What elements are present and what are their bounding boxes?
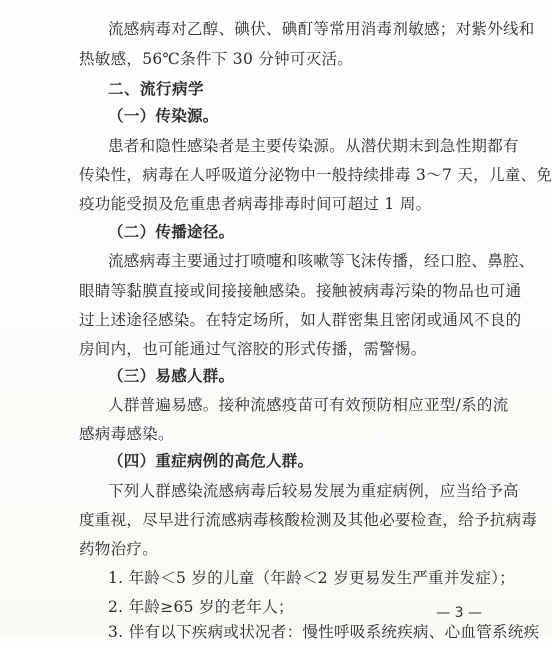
list-item: 1. 年龄＜5 岁的儿童（年龄＜2 岁更易发生严重并发症）； [108,569,516,587]
paragraph-line: 过上述途径感染。在特定场所，如人群密集且密闭或通风不良的 [79,311,522,329]
paragraph-line: 下列人群感染流感病毒后较易发展为重症病例，应当给予高 [108,482,519,500]
subsection-heading: （三）易感人群。 [108,366,235,385]
paragraph-line: 感病毒感染。 [79,425,174,443]
list-item: 2. 年龄≥65 岁的老年人； [108,598,294,616]
page-number: — 3 — [436,605,482,621]
paragraph-line: 流感病毒主要通过打喷嚏和咳嗽等飞沫传播，经口腔、鼻腔、 [108,252,535,270]
paragraph-line: 传染性，病毒在人呼吸道分泌物中一般持续排毒 3～7 天，儿童、免 [79,166,552,184]
paragraph-line: 热敏感，56℃条件下 30 分钟可灭活。 [79,50,354,68]
paragraph-line: 流感病毒对乙醇、碘伏、碘酊等常用消毒剂敏感；对紫外线和 [108,20,535,38]
section-heading: 二、流行病学 [108,80,205,98]
paragraph-line: 患者和隐性感染者是主要传染源。从潜伏期末到急性期都有 [108,137,519,155]
paragraph-line: 人群普遍易感。接种流感疫苗可有效预防相应亚型/系的流 [108,396,509,414]
paragraph-line: 度重视，尽早进行流感病毒核酸检测及其他必要检查，给予抗病毒 [79,511,538,529]
paragraph-line: 药物治疗。 [79,540,159,558]
subsection-heading: （一）传染源。 [108,106,219,125]
list-item: 3. 伴有以下疾病或状况者：慢性呼吸系统疾病、心血管系统疾 [108,623,540,641]
paragraph-line: 房间内，也可能通过气溶胶的形式传播，需警惕。 [79,340,427,358]
subsection-heading: （二）传播途径。 [108,222,235,241]
subsection-heading: （四）重症病例的高危人群。 [108,451,314,470]
paragraph-line: 疫功能受损及危重患者病毒排毒时间可超过 1 周。 [79,195,432,213]
paragraph-line: 眼睛等黏膜直接或间接接触感染。接触被病毒污染的物品也可通 [79,282,522,300]
